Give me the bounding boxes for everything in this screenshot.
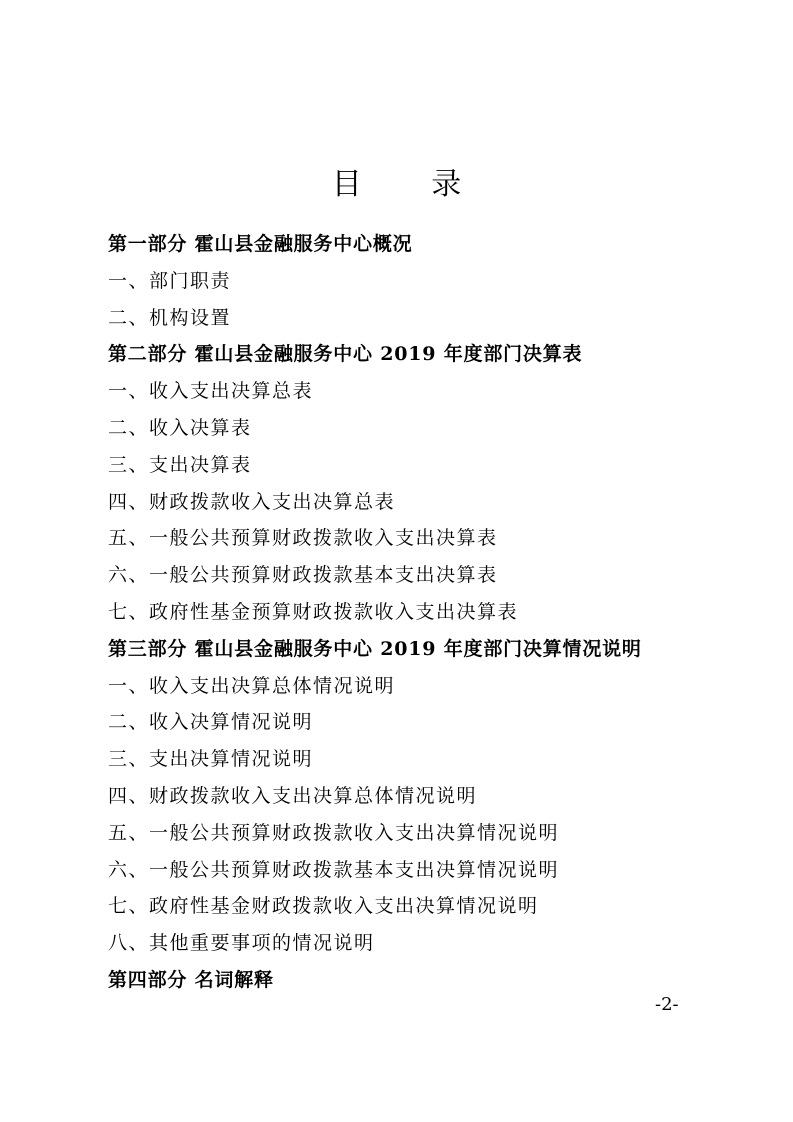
toc-item: 三、支出决算情况说明 [108,748,314,771]
toc-item: 五、一般公共预算财政拨款收入支出决算情况说明 [108,821,560,844]
toc-item: 八、其他重要事项的情况说明 [108,932,375,955]
toc-item: 七、政府性基金财政拨款收入支出决算情况说明 [108,895,539,918]
toc-part-heading: 第三部分 霍山县金融服务中心 2019 年度部门决算情况说明 [108,637,642,660]
toc-item: 七、政府性基金预算财政拨款收入支出决算表 [108,600,519,623]
table-of-contents [108,226,708,999]
toc-item: 二、收入决算表 [108,416,252,439]
toc-item: 二、收入决算情况说明 [108,711,314,734]
toc-item: 五、一般公共预算财政拨款收入支出决算表 [108,527,498,550]
toc-item: 四、财政拨款收入支出决算总表 [108,490,396,513]
page-title: 目 录 [331,167,492,203]
toc-item: 一、收入支出决算总体情况说明 [108,674,396,697]
toc-part-heading: 第一部分 霍山县金融服务中心概况 [108,233,413,255]
toc-item: 三、支出决算表 [108,453,252,476]
toc-item: 六、一般公共预算财政拨款基本支出决算表 [108,564,498,587]
toc-item: 一、收入支出决算总表 [108,380,314,403]
toc-item: 六、一般公共预算财政拨款基本支出决算情况说明 [108,858,560,881]
toc-part-heading: 第二部分 霍山县金融服务中心 2019 年度部门决算表 [108,343,583,366]
toc-item: 二、机构设置 [108,306,232,329]
toc-item: 四、财政拨款收入支出决算总体情况说明 [108,784,478,807]
toc-item: 一、部门职责 [108,269,232,292]
toc-part-heading: 第四部分 名词解释 [108,968,274,991]
page-number: -2- [655,994,679,1015]
